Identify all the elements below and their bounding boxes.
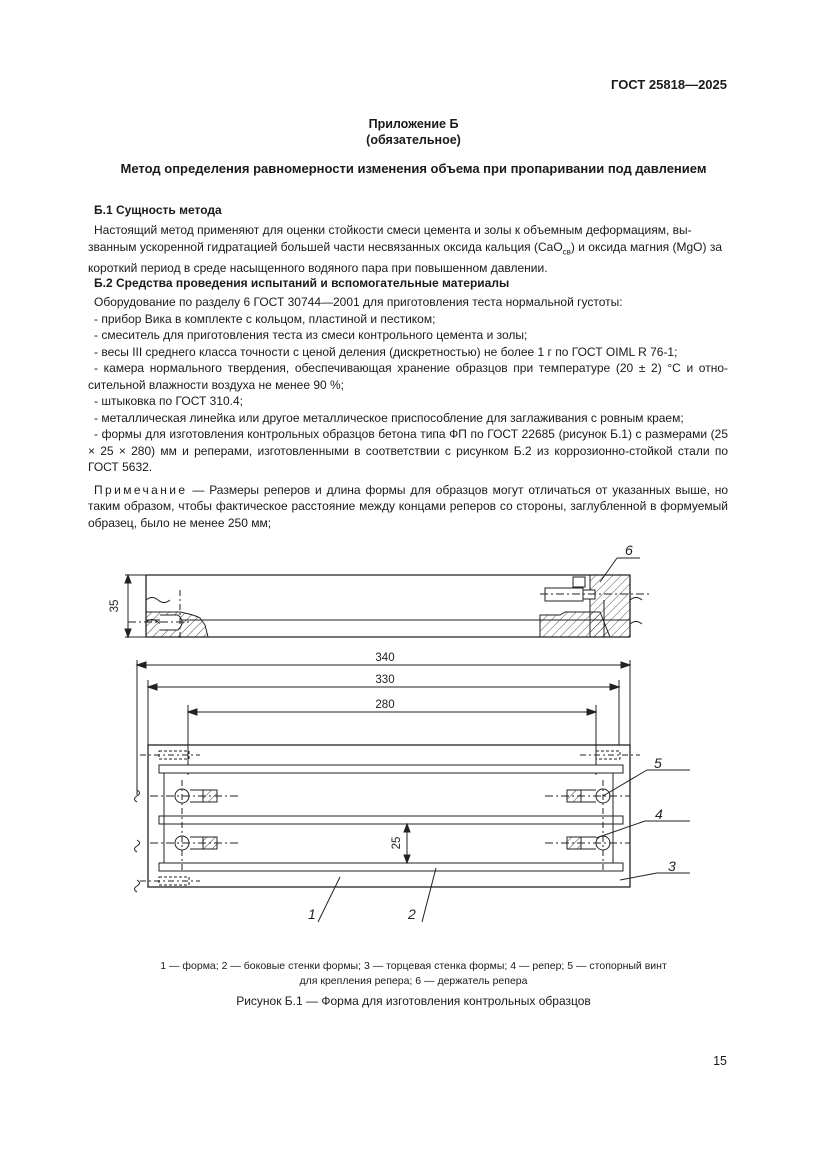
page-number: 15 — [713, 1054, 727, 1068]
plan-view — [135, 745, 691, 922]
b1-line2: званным ускоренной гидратацией большей части несвязанных оксида кальция (CaO — [88, 239, 563, 254]
legend-line-1: 1 — форма; 2 — боковые стенки формы; 3 — торцевая стенка формы; 4 — репер; 5 — стопорный винт — [160, 960, 667, 972]
note-label: Примечание — [94, 482, 188, 497]
callout-6: 6 — [625, 542, 633, 558]
figure-legend — [0, 959, 827, 989]
note-text: — Размеры реперов и длина формы для образцов могут отличаться от указанных выше, но таким образом, чтобы фактическое расстояние между концами реперов со стороны, заглубленной в формуемый образец, было не менее 250 мм; — [88, 482, 728, 530]
appendix-heading — [0, 116, 827, 148]
section-b1-heading: Б.1 Сущность метода — [94, 203, 222, 217]
b2-intro: Оборудование по разделу 6 ГОСТ 30744—2001 для приготовления теста нормальной густоты: — [94, 295, 623, 309]
callout-4: 4 — [655, 806, 663, 822]
b1-subscript: св — [562, 246, 571, 256]
callout-2: 2 — [408, 906, 416, 922]
figure-caption: Рисунок Б.1 — Форма для изготовления контрольных образцов — [236, 994, 591, 1008]
side-view — [125, 558, 650, 640]
list-item: - штыковка по ГОСТ 310.4; — [94, 394, 243, 408]
dim-35: 35 — [109, 599, 121, 613]
main-title: Метод определения равномерности изменения объема при пропаривании под давлением — [120, 161, 707, 176]
dim-25: 25 — [391, 836, 403, 850]
dim-340: 340 — [375, 652, 395, 664]
b1-line2-end: ) и оксида магния (MgO) за — [570, 239, 723, 254]
standard-number: ГОСТ 25818—2025 — [611, 77, 727, 92]
section-b2-heading: Б.2 Средства проведения испытаний и вспомогательные материалы — [94, 276, 510, 290]
b1-line3: короткий период в среде насыщенного водяного пара при повышенном давлении. — [88, 261, 548, 276]
note — [88, 482, 728, 532]
figure-drawing — [0, 530, 827, 950]
dim-330: 330 — [375, 674, 395, 686]
appendix-status: (обязательное) — [366, 133, 461, 147]
section-b1-text — [88, 222, 728, 277]
appendix-title: Приложение Б — [368, 117, 459, 131]
callout-3: 3 — [668, 858, 676, 874]
section-b2-text — [88, 294, 728, 531]
list-item: - прибор Вика в комплекте с кольцом, пластиной и пестиком; — [94, 311, 436, 326]
callout-5: 5 — [654, 755, 662, 771]
list-item: - формы для изготовления контрольных образцов бетона типа ФП по ГОСТ 22685 (рисунок Б.1) с размерами (25 × 25 × 280) мм и реперами, изготовленными в соответствии с рисунком Б.2 из коррозионно-стойкой стали по ГОСТ 5632. — [88, 427, 728, 474]
dim-280: 280 — [375, 699, 395, 711]
list-item: - камера нормального твердения, обеспечивающая хранение образцов при температуре (20 ± 2) °С и отно-сительной влажности воздуха не менее 90 %; — [88, 361, 728, 392]
b1-line1: Настоящий метод применяют для оценки стойкости смеси цемента и золы к объемным деформациям, вы- — [94, 223, 692, 237]
list-item: - металлическая линейка или другое металлическое приспособление для заглаживания с ровным краем; — [94, 410, 684, 425]
legend-line-2: для крепления репера; 6 — держатель репера — [299, 975, 528, 987]
list-item: - весы III среднего класса точности с ценой деления (дискретностью) не более 1 г по ГОСТ OIML R 76-1; — [94, 344, 678, 359]
list-item: - смеситель для приготовления теста из смеси контрольного цемента и золы; — [94, 328, 528, 342]
callout-1: 1 — [308, 906, 316, 922]
